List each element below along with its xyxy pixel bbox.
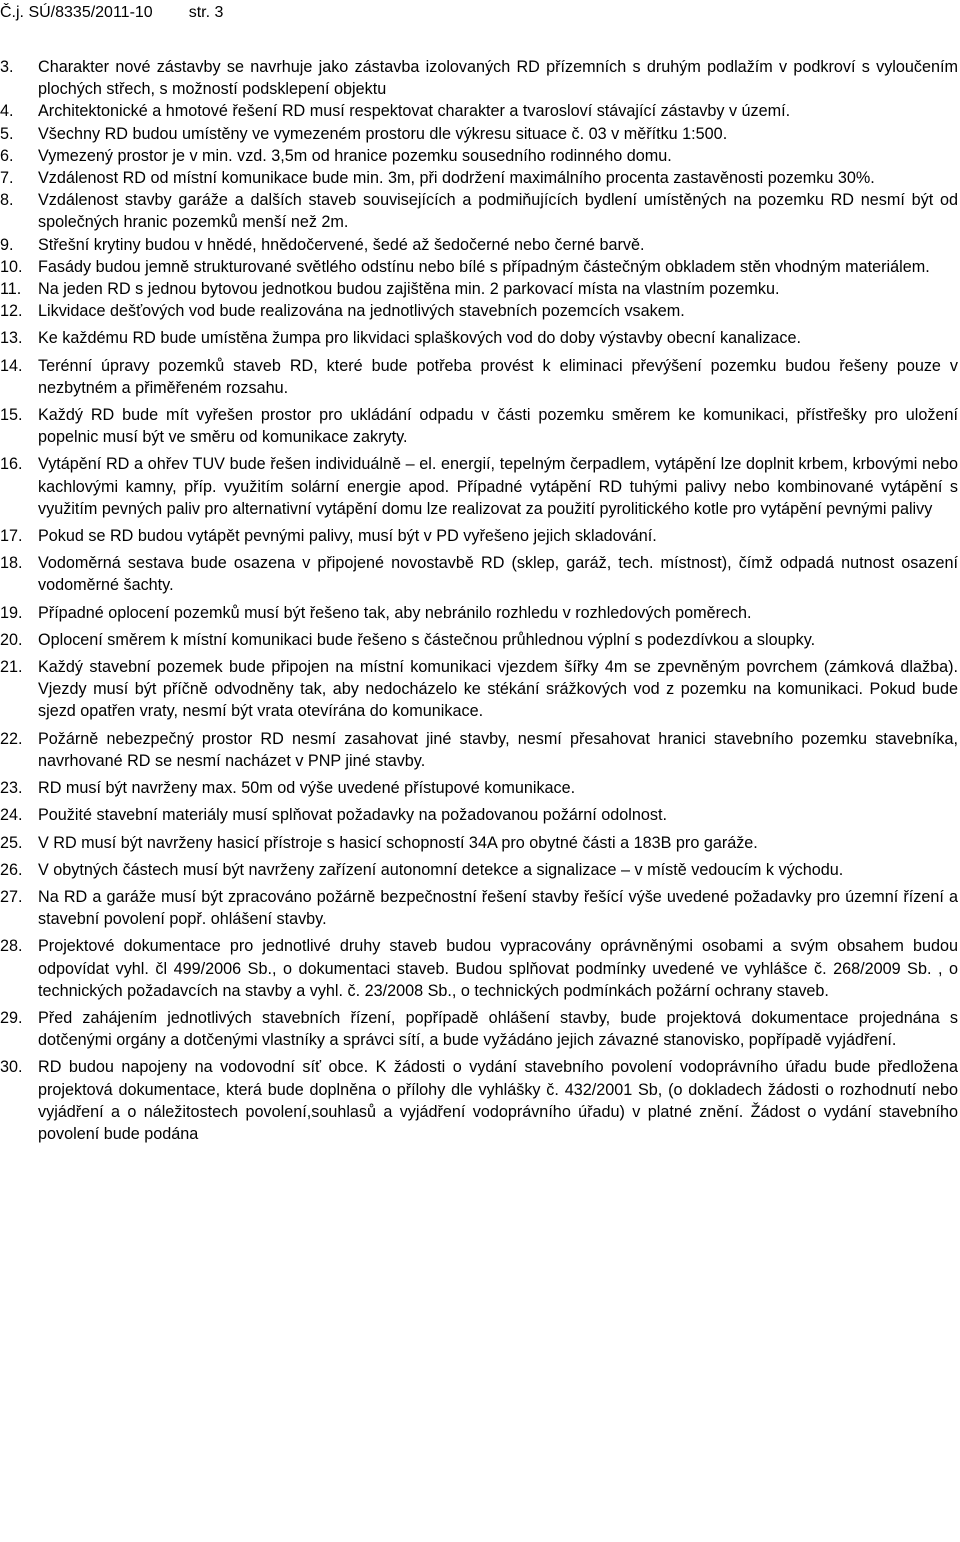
- list-item: [0, 602, 958, 624]
- list-item: [0, 656, 958, 723]
- item-text: Terénní úpravy pozemků staveb RD, které bude potřeba provést k eliminaci převýšení pozemku budou řešeny pouze v nezbytném a přiměřeném rozsahu.: [38, 356, 958, 397]
- list-item: [0, 327, 958, 349]
- list-item: [0, 278, 958, 300]
- list-item: [0, 100, 958, 122]
- item-number: 10.: [0, 257, 23, 276]
- item-text: Požárně nebezpečný prostor RD nesmí zasahovat jiné stavby, nesmí přesahovat hranici stavebního pozemku stavebníka, navrhované RD se nesmí nacházet v PNP jiné stavby.: [38, 729, 958, 770]
- list-item: [0, 404, 958, 448]
- item-text: Charakter nové zástavby se navrhuje jako zástavba izolovaných RD přízemních s druhým podlažím v podkroví s vyloučením plochých střech, s možností podsklepení objektu: [38, 58, 958, 99]
- list-item: [0, 629, 958, 651]
- item-number: 5.: [0, 124, 14, 143]
- item-text: Na RD a garáže musí být zpracováno požárně bezpečnostní řešení stavby řešící výše uvedené požadavky pro územní řízení a stavební povolení popř. ohlášení stavby.: [38, 887, 958, 929]
- item-number: 25.: [0, 833, 23, 852]
- item-number: 30.: [0, 1058, 23, 1077]
- item-text: Každý RD bude mít vyřešen prostor pro ukládání odpadu v části pozemku směrem ke komunikaci, přístřešky pro uložení popelnic musí být ve směru od komunikace zakryty.: [38, 406, 958, 447]
- item-number: 14.: [0, 356, 23, 375]
- item-text: Projektové dokumentace pro jednotlivé druhy staveb budou vypracovány oprávněnými osobami a svým obsahem budou odpovídat vyhl. čl 499/2006 Sb., o dokumentaci staveb. Budou splňovat podmínky uvedené ve vyhlášce č. 268/2009 Sb. , o technických požadavcích na stavby a vyhl. č. 23/2008 Sb., o technických podmínkách požární ochrany staveb.: [38, 937, 958, 1000]
- list-item: [0, 234, 958, 256]
- item-text: Na jeden RD s jednou bytovou jednotkou budou zajištěna min. 2 parkovací místa na vlastním pozemku.: [38, 280, 780, 299]
- item-text: Vytápění RD a ohřev TUV bude řešen individuálně – el. energií, tepelným čerpadlem, vytápění lze doplnit krbem, krbovými nebo kachlovými kamny, příp. využitím solární energie apod. Případné vytápění RD tuhými palivy nebo kombinované vytápění s využitím pevných paliv pro alternativní vytápění domu lze realizovat za použití pyrolitického kotle pro vytápění pevnými palivy: [38, 455, 958, 518]
- item-text: Každý stavební pozemek bude připojen na místní komunikaci vjezdem šířky 4m se zpevněným povrchem (zámková dlažba). Vjezdy musí být příčně odvodněny tak, aby nedocházelo ke stékání srážkových vod z pozemku na komunikaci. Pokud bude sjezd opatřen vraty, nesmí být vrata otevírána do komunikace.: [38, 658, 958, 721]
- list-item: [0, 832, 958, 854]
- item-number: 16.: [0, 455, 23, 474]
- item-number: 4.: [0, 102, 14, 121]
- item-number: 28.: [0, 937, 23, 956]
- list-item: [0, 804, 958, 826]
- item-number: 18.: [0, 554, 23, 573]
- page-header: [0, 3, 223, 23]
- list-item: [0, 189, 958, 233]
- item-number: 15.: [0, 406, 23, 425]
- item-number: 22.: [0, 729, 23, 748]
- list-item: [0, 355, 958, 399]
- list-item: [0, 886, 958, 930]
- list-item: [0, 123, 958, 145]
- item-number: 27.: [0, 887, 23, 906]
- item-text: RD budou napojeny na vodovodní síť obce. K žádosti o vydání stavebního povolení vodoprávního úřadu bude předložena projektová dokumentace, která bude doplněna o přílohy dle vyhlášky č. 432/2001 Sb, (o dokladech žádosti o rozhodnutí nebo vyjádření a o náležitostech povolení,souhlasů a vyjádření vodoprávního úřadu) v platné znění. Žádost o vydání stavebního povolení bude podána: [38, 1058, 958, 1143]
- document-reference: Č.j. SÚ/8335/2011-10: [0, 4, 153, 21]
- item-text: Ke každému RD bude umístěna žumpa pro likvidaci splaškových vod do doby výstavby obecní kanalizace.: [38, 329, 802, 348]
- item-number: 11.: [0, 280, 22, 299]
- item-text: V obytných částech musí být navrženy zařízení autonomní detekce a signalizace – v místě vedoucím k východu.: [38, 860, 844, 879]
- list-item: [0, 728, 958, 772]
- item-number: 20.: [0, 630, 23, 649]
- list-item: [0, 525, 958, 547]
- item-text: RD musí být navrženy max. 50m od výše uvedené přístupové komunikace.: [38, 779, 576, 798]
- page-number: str. 3: [188, 4, 224, 21]
- item-number: 12.: [0, 302, 23, 321]
- list-item: [0, 1056, 958, 1145]
- list-item: [0, 859, 958, 881]
- item-number: 6.: [0, 146, 14, 165]
- item-number: 9.: [0, 235, 14, 254]
- list-item: [0, 453, 958, 520]
- item-number: 3.: [0, 58, 14, 76]
- list-item: [0, 145, 958, 167]
- item-text: V RD musí být navrženy hasicí přístroje s hasicí schopností 34A pro obytné části a 183B pro garáže.: [38, 833, 758, 852]
- item-text: Vzdálenost stavby garáže a dalších staveb souvisejících a podmiňujících bydlení umístěných na pozemku RD nesmí být od společných hranic pozemků menší než 2m.: [38, 191, 958, 232]
- item-number: 7.: [0, 169, 14, 188]
- item-text: Architektonické a hmotové řešení RD musí respektovat charakter a tvarosloví stávající zástavby v území.: [38, 102, 791, 121]
- item-text: Vymezený prostor je v min. vzd. 3,5m od hranice pozemku sousedního rodinného domu.: [38, 146, 672, 165]
- list-item: [0, 167, 958, 189]
- list-item: [0, 256, 958, 278]
- conditions-list: [0, 56, 958, 1145]
- item-text: Oplocení směrem k místní komunikaci bude řešeno s částečnou průhlednou výplní s podezdívkou a sloupky.: [38, 630, 816, 649]
- item-text: Před zahájením jednotlivých stavebních řízení, popřípadě ohlášení stavby, bude projektová dokumentace projednána s dotčenými orgány a dotčenými vlastníky a správci sítí, a bude vyžádáno jejich závazné stanovisko, popřípadě vyjádření.: [38, 1008, 958, 1050]
- item-text: Případné oplocení pozemků musí být řešeno tak, aby nebránilo rozhledu v rozhledových poměrech.: [38, 603, 752, 622]
- item-number: 24.: [0, 806, 23, 825]
- list-item: [0, 1007, 958, 1051]
- item-number: 26.: [0, 860, 23, 879]
- list-item: [0, 777, 958, 799]
- item-text: Pokud se RD budou vytápět pevnými palivy, musí být v PD vyřešeno jejich skladování.: [38, 527, 657, 546]
- item-number: 8.: [0, 191, 14, 210]
- list-item: [0, 300, 958, 322]
- item-text: Vzdálenost RD od místní komunikace bude min. 3m, při dodržení maximálního procenta zastavěnosti pozemku 30%.: [38, 169, 875, 188]
- item-text: Vodoměrná sestava bude osazena v připojené novostavbě RD (sklep, garáž, tech. místnost), čímž odpadá nutnost osazení vodoměrné šachty.: [38, 554, 958, 595]
- list-item: [0, 552, 958, 596]
- item-number: 13.: [0, 329, 23, 348]
- list-item: [0, 56, 958, 100]
- item-number: 19.: [0, 603, 23, 622]
- list-item: [0, 935, 958, 1002]
- item-text: Fasády budou jemně strukturované světlého odstínu nebo bílé s případným částečným obkladem stěn vhodným materiálem.: [38, 257, 930, 276]
- item-text: Všechny RD budou umístěny ve vymezeném prostoru dle výkresu situace č. 03 v měřítku 1:500.: [38, 124, 728, 143]
- item-text: Použité stavební materiály musí splňovat požadavky na požadovanou požární odolnost.: [38, 806, 667, 825]
- item-text: Likvidace dešťových vod bude realizována na jednotlivých stavebních pozemcích vsakem.: [38, 302, 685, 321]
- item-text: Střešní krytiny budou v hnědé, hnědočervené, šedé až šedočerné nebo černé barvě.: [38, 235, 645, 254]
- item-number: 23.: [0, 779, 23, 798]
- item-number: 21.: [0, 658, 23, 677]
- item-number: 29.: [0, 1008, 23, 1027]
- item-number: 17.: [0, 527, 23, 546]
